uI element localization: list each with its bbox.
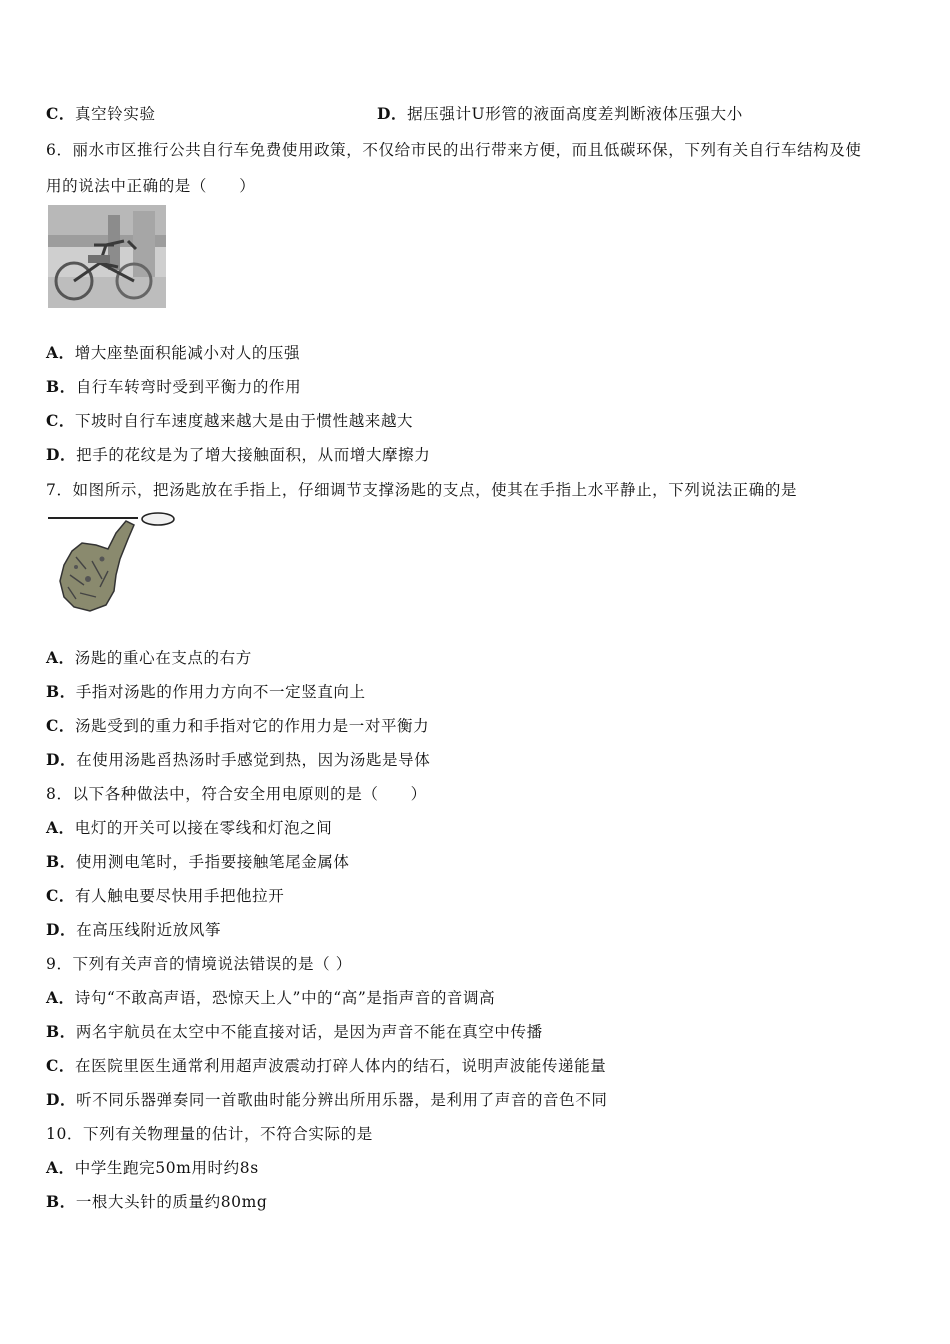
option-text: 在医院里医生通常利用超声波震动打碎人体内的结石，说明声波能传递能量	[75, 1057, 607, 1075]
q5-option-c	[46, 102, 156, 124]
q7-option-a	[46, 646, 252, 668]
option-label: C．	[46, 104, 76, 123]
option-text: 使用测电笔时，手指要接触笔尾金属体	[75, 853, 350, 871]
option-label: A．	[46, 648, 75, 667]
option-label: A．	[46, 343, 75, 362]
option-text: 一根大头针的质量约80mg	[75, 1193, 268, 1211]
option-text: 汤匙的重心在支点的右方	[74, 649, 252, 667]
option-label: B．	[46, 682, 76, 701]
option-text: 听不同乐器弹奏同一首歌曲时能分辨出所用乐器，是利用了声音的音色不同	[76, 1091, 608, 1109]
option-label: D．	[46, 920, 77, 939]
q6-option-d	[46, 443, 430, 465]
q8-option-a	[46, 816, 332, 838]
option-label: C．	[46, 411, 76, 430]
q10-option-b	[46, 1190, 267, 1212]
option-text: 在高压线附近放风筝	[76, 921, 222, 939]
spoon-on-finger-figure	[46, 509, 178, 615]
option-text: 自行车转弯时受到平衡力的作用	[75, 378, 302, 396]
q5-option-d	[377, 102, 743, 124]
option-text: 把手的花纹是为了增大接触面积，从而增大摩擦力	[76, 446, 431, 464]
option-label: A．	[46, 1158, 75, 1177]
option-text: 中学生跑完50m用时约8s	[74, 1159, 259, 1177]
option-text: 增大座垫面积能减小对人的压强	[74, 344, 301, 362]
q9-option-a	[46, 986, 495, 1008]
option-text: 有人触电要尽快用手把他拉开	[75, 887, 285, 905]
option-text: 据压强计U形管的液面高度差判断液体压强大小	[407, 105, 743, 123]
q6-stem-line1: 6．丽水市区推行公共自行车免费使用政策，不仅给市民的出行带来方便，而且低碳环保，下列有关自行车结构及使	[46, 141, 862, 159]
bicycle-figure	[48, 205, 166, 308]
option-label: C．	[46, 1056, 76, 1075]
q9-stem: 9．下列有关声音的情境说法错误的是（ ）	[46, 955, 352, 973]
option-label: D．	[46, 1090, 77, 1109]
q8-option-b	[46, 850, 350, 872]
q7-option-d	[46, 748, 430, 770]
option-label: B．	[46, 852, 76, 871]
option-label: D．	[46, 445, 77, 464]
option-text: 电灯的开关可以接在零线和灯泡之间	[74, 819, 333, 837]
q6-option-c	[46, 409, 413, 431]
option-label: A．	[46, 988, 75, 1007]
option-text: 真空铃实验	[75, 105, 156, 123]
option-label: B．	[46, 1022, 76, 1041]
q7-option-b	[46, 680, 366, 702]
q6-stem-line2: 用的说法中正确的是（ ）	[46, 177, 256, 195]
option-label: D．	[46, 750, 77, 769]
q10-option-a	[46, 1156, 259, 1178]
q6-option-b	[46, 375, 301, 397]
option-text: 手指对汤匙的作用力方向不一定竖直向上	[75, 683, 366, 701]
option-text: 在使用汤匙舀热汤时手感觉到热，因为汤匙是导体	[76, 751, 431, 769]
option-text: 两名宇航员在太空中不能直接对话，是因为声音不能在真空中传播	[75, 1023, 543, 1041]
option-label: C．	[46, 716, 76, 735]
q9-option-b	[46, 1020, 543, 1042]
q6-option-a	[46, 341, 300, 363]
option-text: 汤匙受到的重力和手指对它的作用力是一对平衡力	[75, 717, 430, 735]
q8-option-d	[46, 918, 221, 940]
q9-option-d	[46, 1088, 607, 1110]
option-label: C．	[46, 886, 76, 905]
option-label: D．	[377, 104, 408, 123]
q9-option-c	[46, 1054, 606, 1076]
option-label: A．	[46, 818, 75, 837]
q7-stem: 7．如图所示，把汤匙放在手指上，仔细调节支撑汤匙的支点，使其在手指上水平静止，下列说法正确的是	[46, 481, 798, 499]
q10-stem: 10．下列有关物理量的估计，不符合实际的是	[46, 1125, 373, 1143]
option-label: B．	[46, 377, 76, 396]
q7-option-c	[46, 714, 429, 736]
option-text: 下坡时自行车速度越来越大是由于惯性越来越大	[75, 412, 414, 430]
q8-option-c	[46, 884, 284, 906]
option-text: 诗句“不敢高声语，恐惊天上人”中的“高”是指声音的音调高	[74, 989, 496, 1007]
q8-stem: 8．以下各种做法中，符合安全用电原则的是（ ）	[46, 785, 427, 803]
option-label: B．	[46, 1192, 76, 1211]
